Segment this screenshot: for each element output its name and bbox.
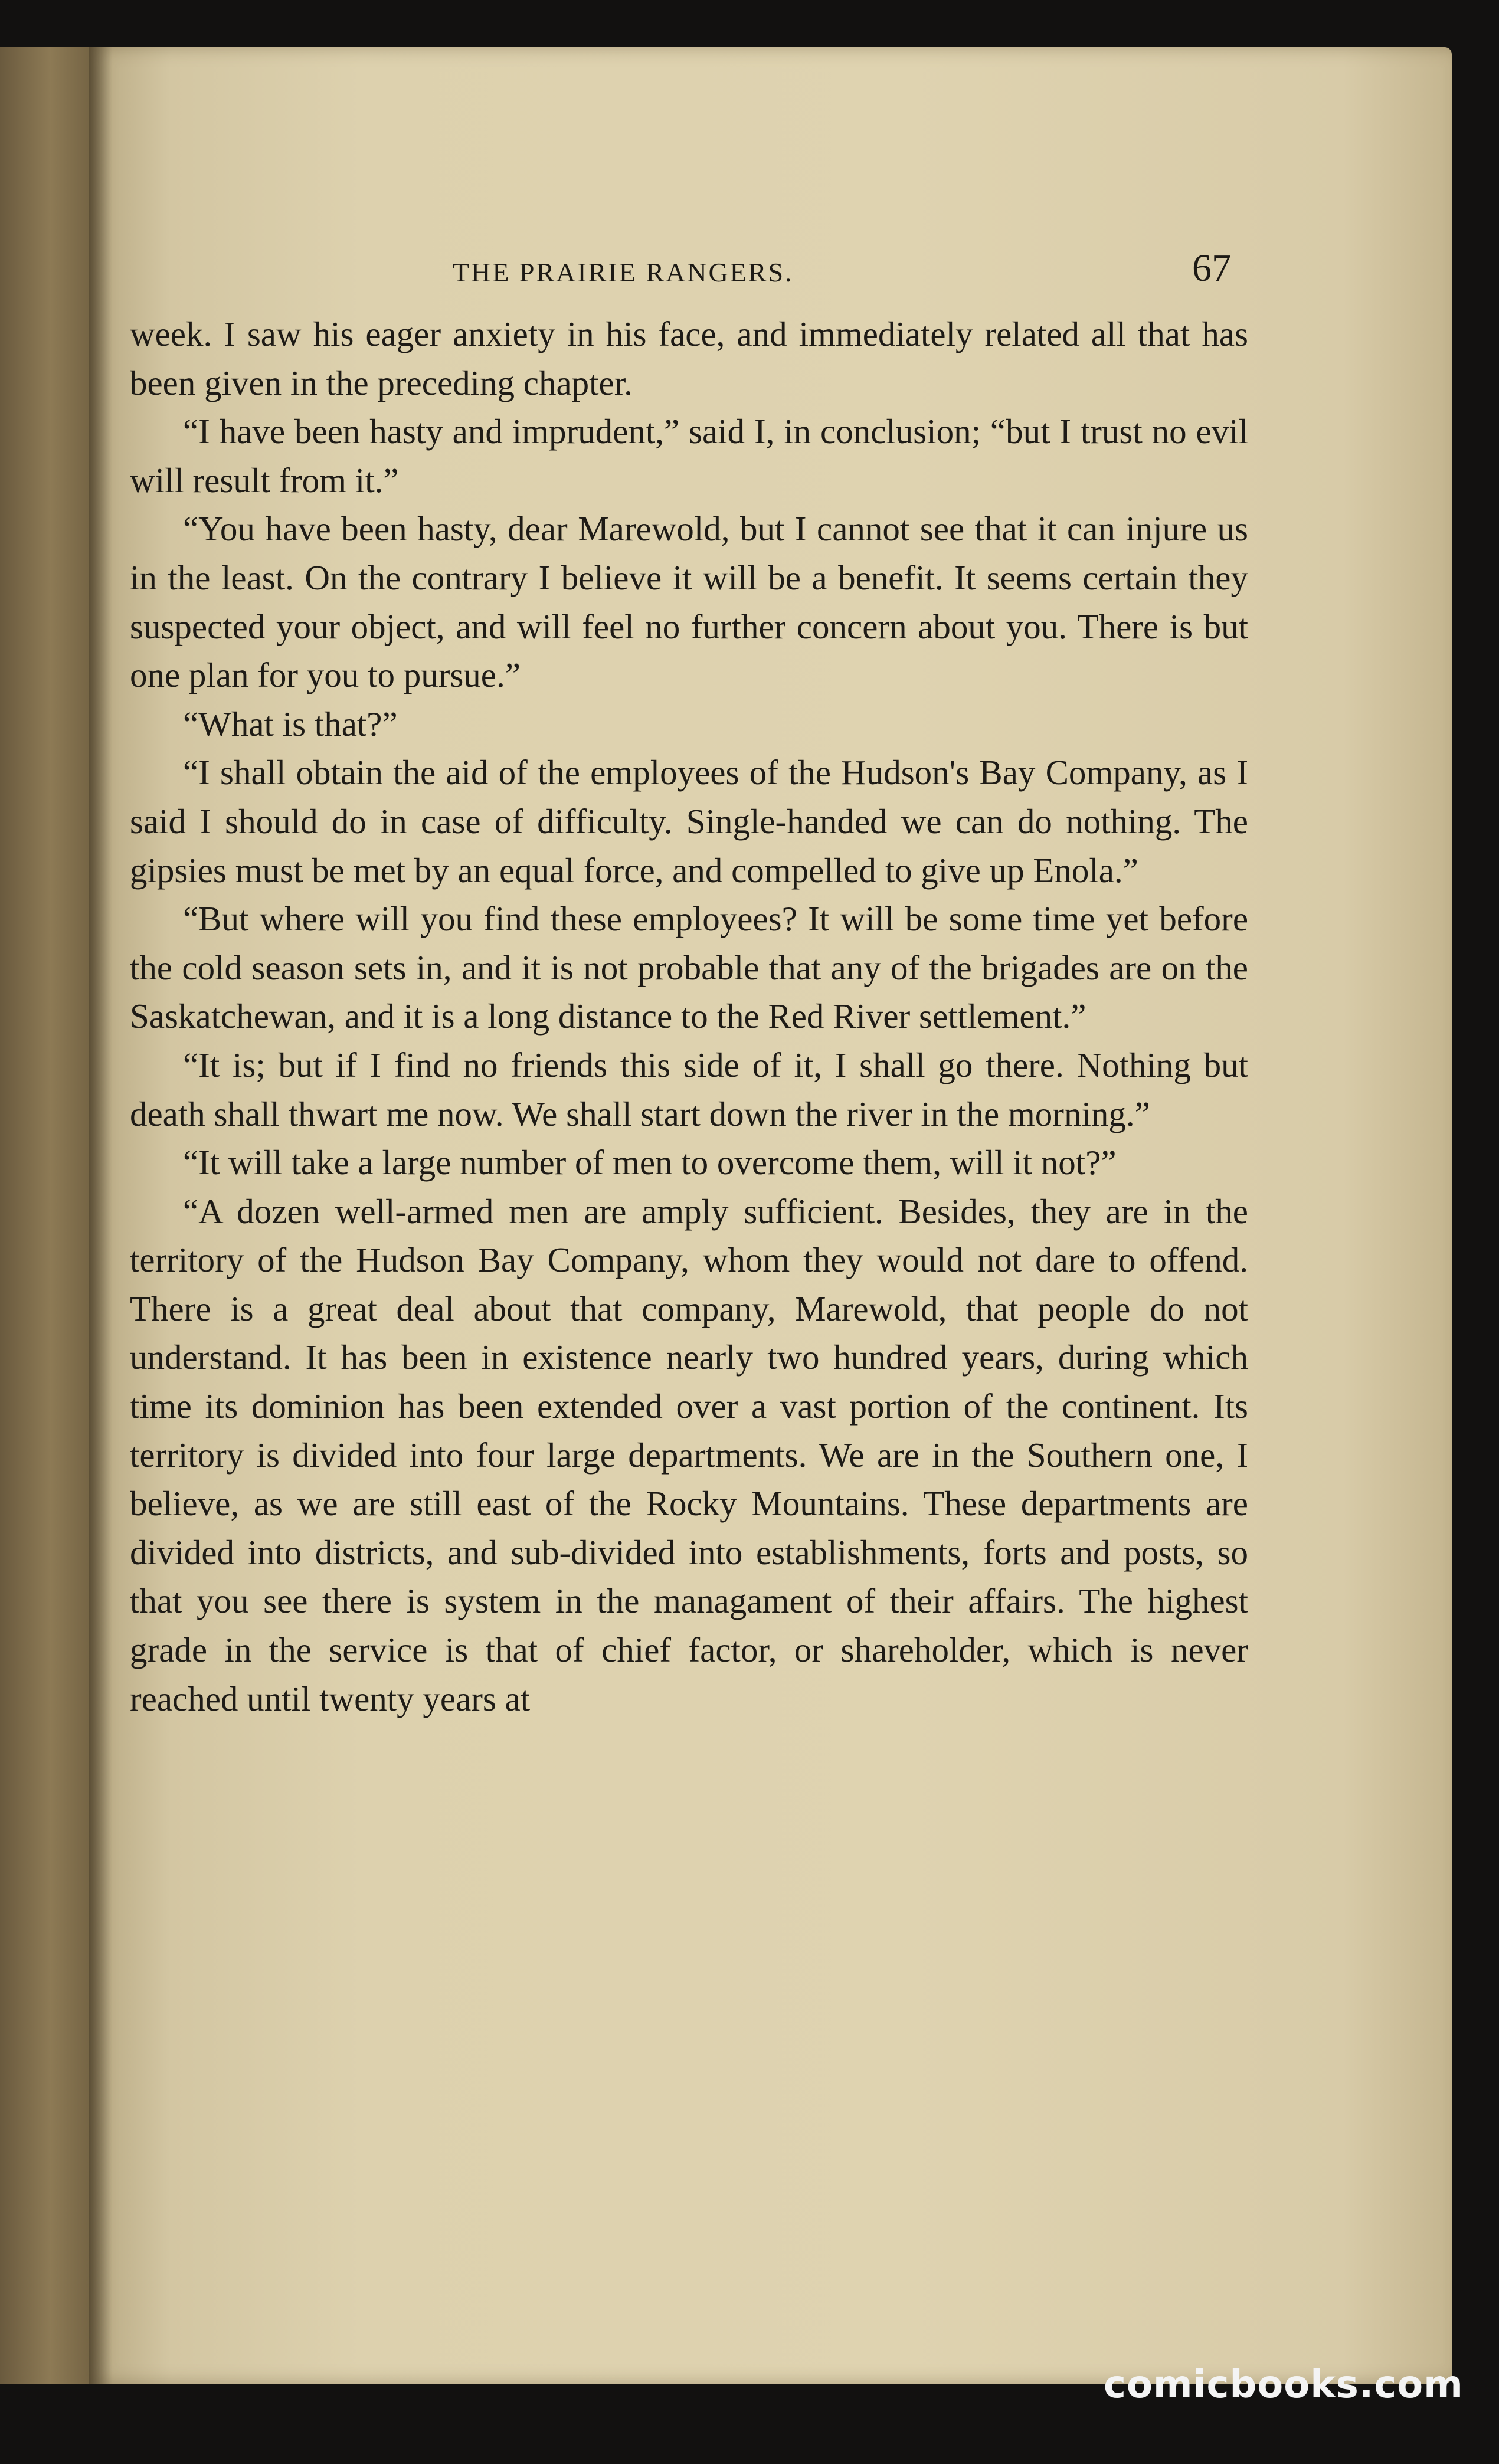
page-number: 67 xyxy=(1192,247,1231,290)
paragraph: “A dozen well-armed men are amply sufficient. Besides, they are in the territory of the Hudson Bay Company, whom they would not dare to offend. There is a great deal about that company, Marewold, that people do not understand. It has been in existence nearly two hundred years, during which time its dominion has been extended over a vast portion of the continent. Its territory is divided into four large departments. We are in the Southern one, I believe, as we are still east of the Rocky Mountains. These departments are divided into districts, and sub-divided into establishments, forts and posts, so that you see there is system in the managament of their affairs. The highest grade in the service is that of chief factor, or shareholder, which is never reached until twenty years at xyxy=(130,1191,1248,1718)
paragraph: “What is that?” xyxy=(183,704,398,743)
running-head-title: THE PRAIRIE RANGERS. xyxy=(453,257,794,287)
paragraph: week. I saw his eager anxiety in his face, and immediately related all that has been given in the preceding chapter. xyxy=(130,314,1248,402)
paragraph: “It will take a large number of men to overcome them, will it not?” xyxy=(183,1143,1117,1182)
paragraph: “I shall obtain the aid of the employees of the Hudson's Bay Company, as I said I should do in case of difficulty. Single-handed we can do nothing. The gipsies must be met by an equal force, and compelled to give up Enola.” xyxy=(130,753,1248,890)
watermark: comicbooks.com xyxy=(1104,2363,1464,2407)
paragraph: “But where will you find these employees? It will be some time yet before the cold season sets in, and it is not probable that any of the brigades are on the Saskatchewan, and it is a long distance to the Red River settlement.” xyxy=(130,899,1248,1036)
paragraph: “It is; but if I find no friends this side of it, I shall go there. Nothing but death shall thwart me now. We shall start down the river in the morning.” xyxy=(130,1045,1248,1133)
paragraph: “You have been hasty, dear Marewold, but I cannot see that it can injure us in the least. On the contrary I believe it will be a benefit. It seems certain they suspected your object, and will feel no further concern about you. There is but one plan for you to pursue.” xyxy=(130,509,1248,695)
left-page-edge xyxy=(0,47,100,2384)
body-text xyxy=(130,310,1248,1723)
book-gutter xyxy=(89,47,112,2384)
paragraph: “I have been hasty and imprudent,” said I, in conclusion; “but I trust no evil will result from it.” xyxy=(130,412,1248,500)
